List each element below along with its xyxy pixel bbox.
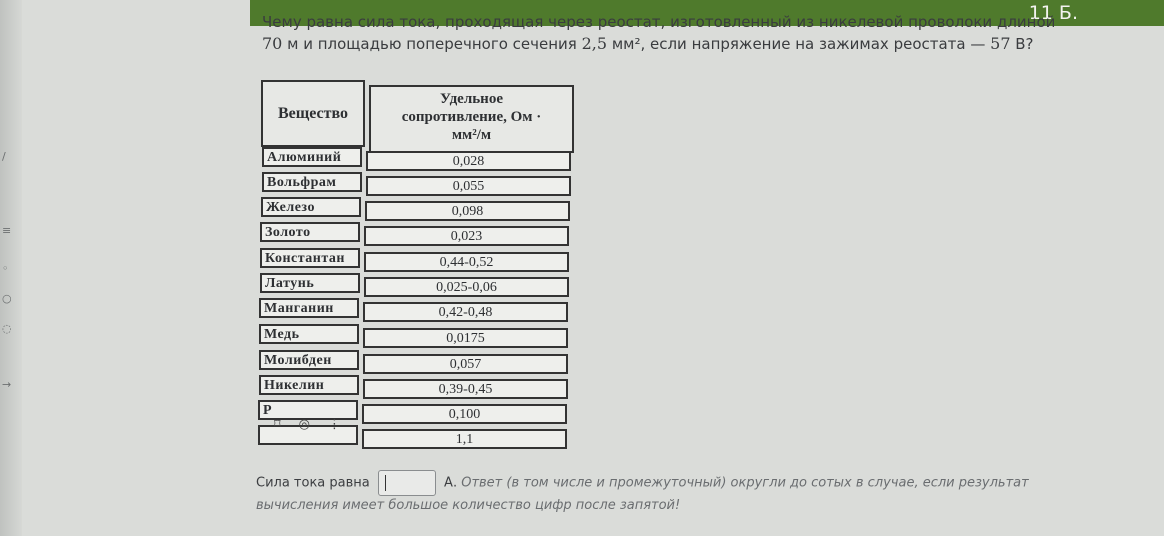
substance-name: Алюминий	[262, 147, 362, 167]
resistivity-value: 0,39-0,45	[363, 379, 568, 399]
resistivity-value: 0,025-0,06	[364, 277, 569, 297]
resistivity-value: 1,1	[362, 429, 567, 449]
answer-unit: А.	[444, 475, 458, 491]
question-part: Чему равна сила тока, проходящая через реостат, изготовленный из никелевой проволоки длиной	[262, 13, 1056, 31]
substance-name: Р	[258, 400, 358, 420]
resistivity-value: 0,100	[362, 404, 567, 424]
answer-lead: Сила тока равна	[256, 475, 370, 491]
resistivity-value: 0,0175	[363, 328, 568, 348]
edge-mark: →	[2, 378, 12, 391]
header-line: Удельное	[440, 91, 503, 107]
answer-block	[256, 470, 1036, 516]
resistivity-value: 0,44-0,52	[364, 252, 569, 272]
substance-name: Золото	[260, 222, 360, 242]
bookmark-icon[interactable]: ⌑	[274, 416, 281, 432]
question-part: В?	[1010, 35, 1034, 53]
task-score: 11 Б.	[1028, 2, 1078, 24]
table-header-substance: Вещество	[261, 80, 365, 147]
header-line: сопротивление, Ом ·	[401, 109, 542, 125]
question-area: 2,5	[581, 34, 608, 53]
question-part: м и площадью поперечного сечения	[282, 35, 582, 53]
more-vertical-icon[interactable]: ⋮	[328, 416, 342, 432]
edge-mark: ◦	[2, 262, 9, 275]
question-part: мм², если напряжение на зажимах реостата —	[607, 35, 991, 53]
question-length: 70	[262, 34, 283, 53]
edge-mark: ◌	[2, 322, 12, 335]
current-answer-input[interactable]	[378, 470, 436, 496]
answer-hint: Ответ (в том числе и промежуточный) округли до сотых в случае, если результат вычисления имеет большое количество цифр после запятой!	[256, 475, 1029, 513]
resistivity-value: 0,098	[365, 201, 570, 221]
lens-icon[interactable]: ◎	[298, 416, 311, 432]
edge-mark: /	[2, 150, 6, 163]
substance-name: Латунь	[260, 273, 360, 293]
left-edge-panel	[0, 0, 22, 536]
substance-name: Медь	[259, 324, 359, 344]
resistivity-value: 0,023	[364, 226, 569, 246]
table-header-resistivity	[369, 85, 574, 153]
edge-mark: ≡	[2, 224, 12, 237]
substance-name: Манганин	[259, 298, 359, 318]
resistivity-value: 0,42-0,48	[363, 302, 568, 322]
resistivity-value: 0,057	[363, 354, 568, 374]
substance-name: Вольфрам	[262, 172, 362, 192]
substance-name: Железо	[261, 197, 361, 217]
image-overlay-toolbar	[260, 414, 370, 434]
edge-mark: ○	[2, 292, 12, 305]
resistivity-value: 0,028	[366, 151, 571, 171]
substance-name: Никелин	[259, 375, 359, 395]
substance-name: Молибден	[259, 350, 359, 370]
question-voltage: 57	[990, 34, 1011, 53]
header-line: мм²/м	[451, 127, 492, 143]
resistivity-value: 0,055	[366, 176, 571, 196]
substance-name: Константан	[260, 248, 360, 268]
question-text	[262, 12, 1072, 55]
